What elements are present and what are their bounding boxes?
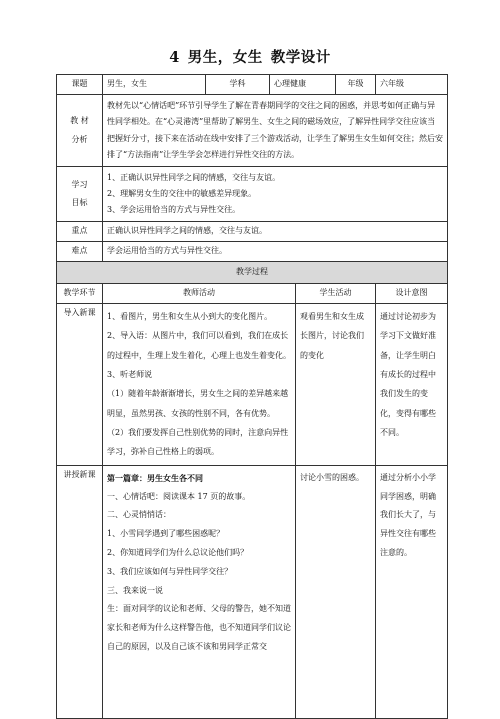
title-number: 4: [169, 49, 180, 66]
analysis-label: [57, 94, 103, 167]
goals-label: [57, 167, 103, 222]
goals-label-line1: 学习: [71, 179, 88, 189]
design-intent: 通过分析小小学同学困惑，明确我们长大了，与异性交往有哪些注意的。: [376, 465, 448, 718]
page-title: [0, 46, 500, 67]
teacher-step: 3、听老师说: [107, 370, 153, 380]
process-header: 教学过程: [57, 261, 448, 283]
stage-row-new-lesson: [57, 465, 448, 718]
process-header-row: [57, 261, 448, 283]
teacher-step: 一、心情话吧：阅读课本 17 页的故事。: [107, 491, 251, 501]
teacher-activity: [103, 465, 296, 718]
teacher-step: 生：面对同学的议论和老师、父母的警告，她不知道家长和老师为什么这样警告他，也不知道同学们议论自己的原因，以及自己该不该和男同学正常交: [107, 604, 291, 651]
title-main: 男生，女生: [187, 49, 263, 66]
student-activity: 讨论小雪的困惑。: [296, 465, 376, 718]
lesson-plan-table: [56, 74, 448, 719]
key-point-text: 正确认识异性同学之间的情感，交往与友谊。: [103, 222, 448, 242]
teacher-step: 三、我来说一说: [107, 585, 163, 595]
title-suffix: 教学设计: [270, 49, 331, 66]
design-intent: 通过讨论初步为学习下文做好准备，让学生明白有成长的过程中我们发生的变化，变得有哪些不同。: [376, 303, 448, 465]
teacher-step: 2、你知道同学们为什么总议论他们吗？: [107, 548, 249, 558]
key-point-row: [57, 222, 448, 242]
analysis-text: 教材先以“心情话吧”环节引导学生了解在青春期同学的交往之间的困惑，并思考如何正确与异性同学相处。在“心灵港湾”里帮助了解男生、女生之间的磁场效应，了解异性同学交往应该当把握好分寸，接下来在活动在线中安排了三个游戏活动，让学生了解男生女生如何交往；然后安排了“方法指南”让学生学会怎样进行异性交往的方法。: [103, 94, 448, 167]
analysis-label-line1: 教 材: [70, 116, 89, 126]
teacher-step: 二、心灵悄悄话：: [107, 510, 171, 520]
column-header-intent: 设计意图: [376, 283, 448, 303]
chapter-title: 第一篇章：男生女生各不同: [107, 472, 203, 483]
teacher-step: 1、看图片，男生和女生从小到大的变化图片。: [107, 311, 273, 321]
difficulty-text: 学会运用恰当的方式与异性交往。: [103, 242, 448, 262]
course-value: 男生，女生: [103, 75, 206, 95]
difficulty-row: [57, 242, 448, 262]
goal-item: 2、理解男女生的交往中的敏感差异现象。: [107, 189, 257, 199]
goals-label-line2: 目标: [71, 198, 88, 208]
teacher-step: （1）随着年龄渐渐增长，男女生之间的差异越来越明显，虽然男孩、女孩的性别不同，各有优势。: [107, 389, 289, 418]
goal-item: 3、学会运用恰当的方式与异性交往。: [107, 205, 241, 215]
grade-label: 年级: [336, 75, 376, 95]
column-header-teacher: 教师活动: [103, 283, 296, 303]
subject-value: 心理健康: [270, 75, 336, 95]
stage-label: 讲授新课: [57, 465, 103, 718]
teacher-step: 2、导入语：从图片中，我们可以看到，我们在成长的过程中，生理上发生着化，心理上也发生着变化。: [107, 331, 291, 360]
subject-label: 学科: [206, 75, 270, 95]
key-point-label: 重点: [57, 222, 103, 242]
analysis-label-line2: 分析: [71, 134, 88, 144]
column-header-stage: 教学环节: [57, 283, 103, 303]
difficulty-label: 难点: [57, 242, 103, 262]
teacher-step: 1、小雪同学遇到了哪些困惑呢？: [107, 529, 225, 539]
grade-value: 六年级: [376, 75, 448, 95]
student-activity: 观看男生和女生成长图片，讨论我们的变化: [296, 303, 376, 465]
teacher-step: 3、我们应该如何与异性同学交往？: [107, 566, 233, 576]
stage-label: 导入新课: [57, 303, 103, 465]
stage-row-intro: [57, 303, 448, 465]
teacher-activity: [103, 303, 296, 465]
goals-list: [103, 167, 448, 222]
course-label: 课题: [57, 75, 103, 95]
analysis-row: [57, 94, 448, 167]
column-header-student: 学生活动: [296, 283, 376, 303]
goals-row: [57, 167, 448, 222]
columns-row: [57, 283, 448, 303]
info-row: [57, 75, 448, 95]
goal-item: 1、正确认识异性同学之间的情感，交往与友谊。: [107, 173, 281, 183]
teacher-step: （2）我们要发挥自己性别优势的同时，注意向异性学习，弥补自己性格上的弱项。: [107, 428, 289, 457]
